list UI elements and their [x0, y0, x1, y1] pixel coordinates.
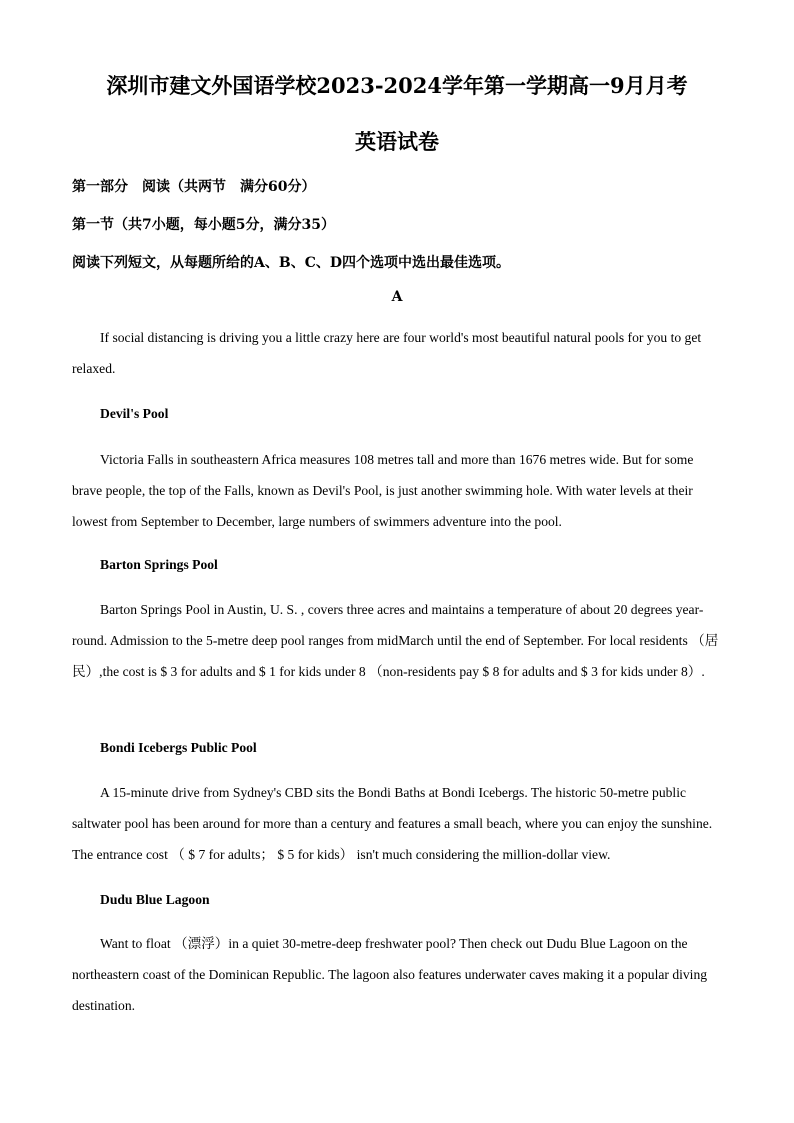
exam-title: 深圳市建文外国语学校2023-2024学年第一学期高一9月月考: [106, 73, 688, 98]
pool-heading-barton-springs: Barton Springs Pool: [100, 557, 218, 572]
passage-intro: If social distancing is driving you a little crazy here are four world's most beautiful natural pools for you to get relaxed.: [72, 330, 702, 376]
pool-text-devils-pool: Victoria Falls in southeastern Africa measures 108 metres tall and more than 1676 metres wide. But for some brave people, the top of the Falls, known as Devil's Pool, is just another swimming hole. With water levels at their lowest from September to December, large numbers of swimmers adventure into the pool.: [72, 452, 694, 529]
pool-text-dudu-lagoon: Want to float （漂浮）in a quiet 30-metre-deep freshwater pool? Then check out Dudu Blue Lagoon on the northeastern coast of the Dominican Republic. The lagoon also features underwater caves making it a popular diving destination.: [72, 936, 708, 1013]
instruction-text: 阅读下列短文，从每题所给的A、B、C、D四个选项中选出最佳选项。: [72, 255, 510, 271]
exam-subtitle: 英语试卷: [355, 129, 439, 154]
pool-heading-dudu-lagoon: Dudu Blue Lagoon: [100, 892, 210, 907]
pool-heading-bondi-icebergs: Bondi Icebergs Public Pool: [100, 740, 257, 755]
pool-text-bondi-icebergs: A 15-minute drive from Sydney's CBD sits the Bondi Baths at Bondi Icebergs. The historic 50-metre public saltwater pool has been around for more than a century and features a small beach, where you can enjoy the sunshine. The entrance cost （ $ 7 for adults； $ 5 for kids） isn't much considering the million-dollar view.: [72, 785, 713, 862]
pool-text-barton-springs: Barton Springs Pool in Austin, U. S. , covers three acres and maintains a temperature of about 20 degrees year-round. Admission to the 5-metre deep pool ranges from midMarch until the end of September. For local residents （居民）,the cost is $ 3 for adults and $ 1 for kids under 8 （non-residents pay $ 8 for adults and $ 3 for kids under 8）.: [72, 602, 719, 679]
pool-heading-devils-pool: Devil's Pool: [100, 406, 169, 421]
passage-label: A: [391, 289, 403, 305]
subsection-heading: 第一节（共7小题，每小题5分，满分35）: [72, 217, 335, 233]
part-heading: 第一部分 阅读（共两节 满分60分）: [72, 179, 316, 195]
